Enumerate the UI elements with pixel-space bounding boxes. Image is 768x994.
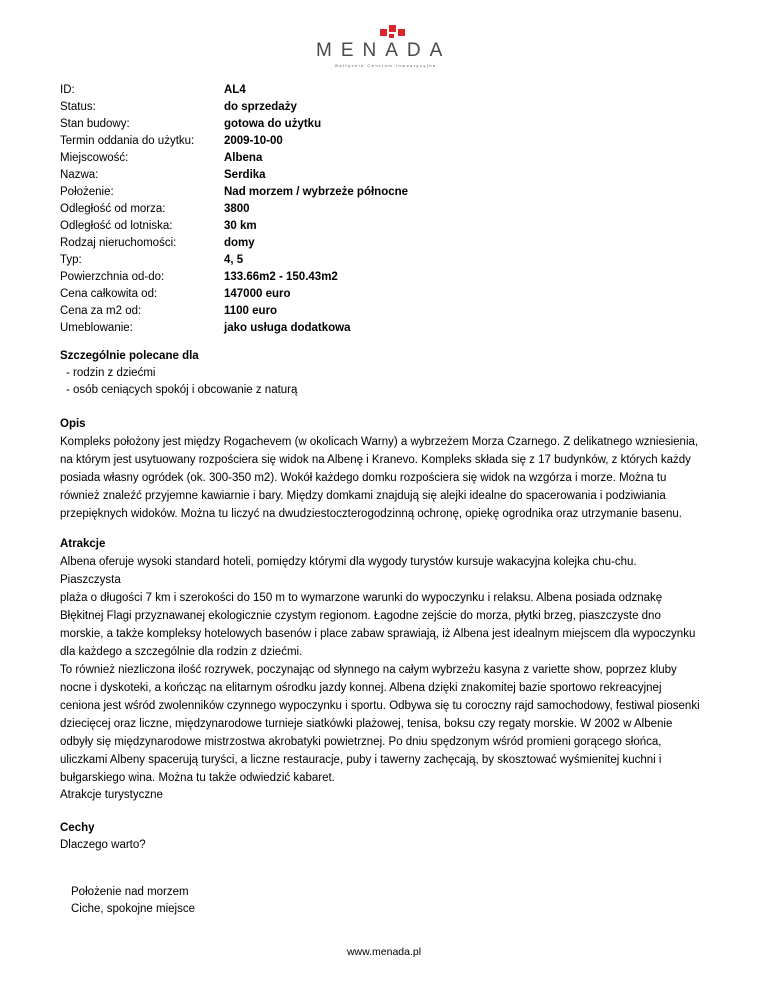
text-line: odbyły się międzynarodowe mistrzostwa akrobatyki powietrznej. Po dniu spędzonym wśród promieni gorącego słońca, [60, 736, 662, 748]
property-value: AL4 [224, 84, 246, 96]
property-row [60, 320, 408, 337]
recommended-item: - rodzin z dziećmi [66, 367, 156, 379]
property-value: 133.66m2 - 150.43m2 [224, 271, 338, 283]
property-value: Nad morzem / wybrzeże północne [224, 186, 409, 198]
property-row [60, 167, 408, 184]
features-subheading: Dlaczego warto? [60, 839, 146, 851]
property-row [60, 303, 408, 320]
text-line: przepięknych widoków. Można tu liczyć na dwudziestoczterogodzinną ochronę, opiekę ogrodnika oraz utrzymanie basenu. [60, 508, 682, 520]
property-value: 2009-10-00 [224, 135, 283, 147]
feature-item: Ciche, spokojne miejsce [71, 903, 196, 915]
property-value: 4, 5 [224, 254, 244, 266]
text-line: Albena oferuje wysoki standard hoteli, pomiędzy którymi dla wygody turystów kursuje wakacyjna kolejka chu-chu. Piaszczysta [60, 556, 637, 586]
tourist-attractions-label: Atrakcje turystyczne [60, 789, 163, 801]
recommended-item: - osób ceniących spokój i obcowanie z naturą [66, 384, 298, 396]
property-value: jako usługa dodatkowa [224, 322, 351, 334]
property-label: Umeblowanie: [60, 322, 133, 334]
property-row [60, 116, 408, 133]
property-row [60, 252, 408, 269]
text-line: również znaleźć przyjemne kawiarnie i bary. Między domkami znajdują się alejki idealne do spacerowania i podziwiania [60, 490, 666, 502]
menada-logo [300, 22, 470, 72]
feature-item: Położenie nad morzem [71, 886, 189, 898]
text-line: nocne i dyskoteki, a kończąc na elitarnym ośrodku jazdy konnej. Albena dzięki znakomitej bazie sportowo rekreacyjnej [60, 682, 662, 694]
property-row [60, 99, 408, 116]
property-row [60, 82, 408, 99]
property-label: Odległość od morza: [60, 203, 166, 215]
logo-square-4 [389, 34, 394, 38]
text-line: na którym jest usytuowany rozpościera się widok na Albenę i Kranevo. Kompleks składa się z 17 budynków, z których każdy [60, 454, 691, 466]
logo-tagline: Bałtyckie Centrum Inwestycyjne [335, 63, 437, 68]
logo-square-1 [380, 29, 387, 36]
text-line: posiada własny ogródek (ok. 300-350 m2). Wokół każdego domku rozpościera się widok na wzgórza i morze. Można tu [60, 472, 667, 484]
property-value: 1100 euro [224, 305, 278, 317]
description-heading: Opis [60, 418, 86, 430]
property-label: Status: [60, 101, 96, 113]
property-label: Typ: [60, 254, 82, 266]
property-value: do sprzedaży [224, 101, 297, 113]
attractions-text [60, 553, 700, 787]
attractions-heading: Atrakcje [60, 538, 106, 550]
recommended-section [60, 348, 297, 399]
recommended-heading: Szczególnie polecane dla [60, 350, 199, 362]
text-line: dla każdego a szczególnie dla rodzin z dziećmi. [60, 646, 303, 658]
property-row [60, 201, 408, 218]
attractions-section [60, 536, 700, 787]
property-row [60, 150, 408, 167]
text-line: To również niezliczona ilość rozrywek, poczynając od słynnego na całym wybrzeżu kasyna z variette show, poprzez kluby [60, 664, 677, 676]
description-text [60, 433, 700, 523]
property-label: Odległość od lotniska: [60, 220, 173, 232]
footer-url: www.menada.pl [346, 946, 422, 958]
property-label: Położenie: [60, 186, 114, 198]
property-label: Cena za m2 od: [60, 305, 142, 317]
property-label: Nazwa: [60, 169, 99, 181]
property-value: 3800 [224, 203, 250, 215]
property-label: ID: [60, 84, 75, 96]
property-label: Cena całkowita od: [60, 288, 158, 300]
property-row [60, 218, 408, 235]
property-value: Albena [224, 152, 263, 164]
description-section [60, 416, 700, 523]
property-value: 147000 euro [224, 288, 291, 300]
text-line: plaża o długości 7 km i szerokości do 150 m to wymarzone warunki do wypoczynku i relaksu. Albena posiada odznakę [60, 592, 663, 604]
property-label: Miejscowość: [60, 152, 129, 164]
logo-square-2 [389, 25, 396, 32]
property-value: Serdika [224, 169, 266, 181]
property-row [60, 133, 408, 150]
text-line: Kompleks położony jest między Rogachevem (w okolicach Warny) a wybrzeżem Morza Czarnego. Z delikatnego wzniesienia, [60, 436, 699, 448]
text-line: bułgarskiego wina. Można tu także odwiedzić kabaret. [60, 772, 335, 784]
text-line: morskie, a także kompleksy hotelowych basenów i place zabaw sprawiają, iż Albena jest idealnym miejscem dla wypoczynku [60, 628, 696, 640]
text-line: uliczkami Albeny spacerują turyści, a liczne restauracje, puby i tawerny zachęcają, by skosztować wyśmienitej kuchni i [60, 754, 662, 766]
text-line: dziecięcej oraz liczne, międzynarodowe turnieje siatkówki plażowej, tenisa, boksu czy regaty morskie. W 2002 w Albenie [60, 718, 673, 730]
property-row [60, 269, 408, 286]
property-label: Powierzchnia od-do: [60, 271, 165, 283]
features-list [71, 884, 195, 918]
property-value: domy [224, 237, 255, 249]
text-line: Błękitnej Flagi przyznawanej ekologicznie czystym regionom. Łagodne zejście do morza, płytki brzeg, piaszczyste dno [60, 610, 661, 622]
property-label: Rodzaj nieruchomości: [60, 237, 177, 249]
property-row [60, 184, 408, 201]
property-label: Stan budowy: [60, 118, 130, 130]
features-heading: Cechy [60, 822, 95, 834]
property-row [60, 235, 408, 252]
features-section [60, 820, 146, 854]
property-value: 30 km [224, 220, 257, 232]
property-details [60, 82, 408, 337]
logo-square-3 [398, 29, 405, 36]
property-label: Termin oddania do użytku: [60, 135, 195, 147]
property-row [60, 286, 408, 303]
text-line: ceniona jest wśród zwolenników czynnego wypoczynku i sportu. Odbywa się tu coroczny rajd samochodowy, festiwal piosenki [60, 700, 700, 712]
logo-wordmark: MENADA [316, 40, 452, 61]
property-value: gotowa do użytku [224, 118, 322, 130]
